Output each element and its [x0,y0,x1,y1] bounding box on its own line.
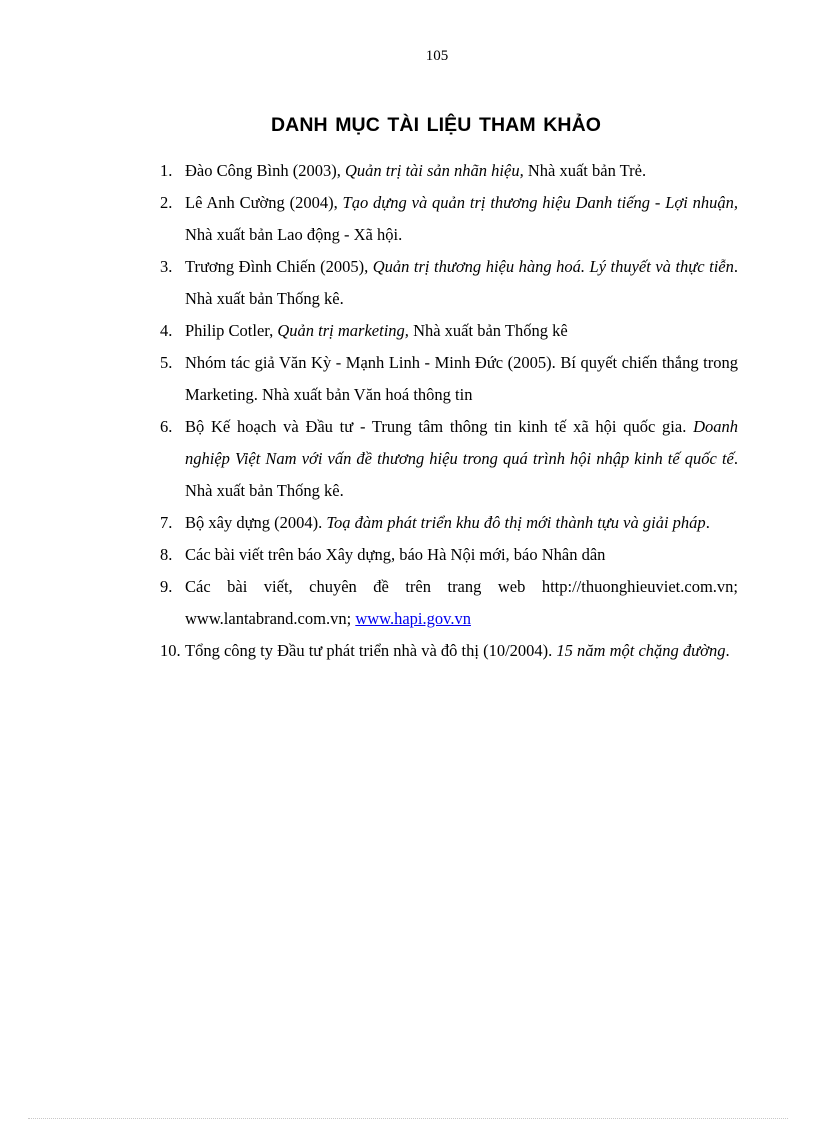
reference-item [160,635,738,667]
reference-text: Các bài viết, chuyên đề trên trang web http://thuonghieuviet.com.vn; www.lantabrand.com.vn; [185,577,738,628]
reference-item [160,347,738,411]
reference-item [160,411,738,507]
reference-number: 8. [160,545,173,564]
reference-item [160,507,738,539]
reference-publisher: Nhà xuất bản Thống kê [408,321,568,340]
reference-title: Toạ đàm phát triển khu đô thị mới thành tựu và giải pháp [326,513,706,532]
reference-publisher: . Nhà xuất bản Thống kê. [185,449,738,500]
reference-number: 5. [160,353,173,372]
hapi-website-link[interactable]: www.hapi.gov.vn [355,609,471,628]
reference-list [160,155,738,667]
reference-number: 2. [160,193,173,212]
reference-text: Các bài viết trên báo Xây dựng, báo Hà Nội mới, báo Nhân dân [185,545,606,564]
reference-publisher: . [725,641,730,660]
reference-number: 1. [160,161,173,180]
reference-text: Trương Đình Chiến (2005), [185,257,373,276]
reference-publisher: Nhà xuất bản Lao động - Xã hội. [185,225,403,244]
reference-number: 6. [160,417,173,436]
reference-text: Bộ xây dựng (2004). [185,513,327,532]
reference-title: 15 năm một chặng đường [556,641,726,660]
reference-text: Lê Anh Cường (2004), [185,193,343,212]
reference-publisher: Nhà xuất bản Trẻ. [523,161,647,180]
page-bottom-divider [28,1118,788,1119]
reference-item [160,571,738,635]
reference-item [160,251,738,315]
reference-publisher: . [705,513,710,532]
reference-item [160,155,738,187]
page-number: 105 [425,48,449,64]
reference-title: Quản trị marketing, [277,321,409,340]
reference-number: 3. [160,257,173,276]
reference-text: Bộ Kế hoạch và Đầu tư - Trung tâm thông tin kinh tế xã hội quốc gia. [185,417,694,436]
reference-item [160,539,738,571]
reference-number: 10. [160,641,181,660]
reference-text: Đào Công Bình (2003), [185,161,345,180]
reference-number: 4. [160,321,173,340]
reference-item [160,187,738,251]
reference-text: Philip Cotler, [185,321,278,340]
reference-title: Tạo dựng và quản trị thương hiệu Danh tiếng - Lợi nhuận, [342,193,738,212]
reference-number: 7. [160,513,173,532]
reference-text: Nhóm tác giả Văn Kỳ - Mạnh Linh - Minh Đức (2005). Bí quyết chiến thắng trong Marketing. Nhà xuất bản Văn hoá thông tin [185,353,738,404]
reference-title: Quản trị thương hiệu hàng hoá. Lý thuyết và thực tiễn [372,257,734,276]
reference-title: Quản trị tài sản nhãn hiệu, [344,161,524,180]
reference-publisher: . Nhà xuất bản Thống kê. [185,257,738,308]
reference-item [160,315,738,347]
reference-title: Doanh nghiệp Việt Nam với vấn đề thương hiệu trong quá trình hội nhập kinh tế quốc tế [185,417,738,468]
page-title: DANH MỤC TÀI LIỆU THAM KHẢO [270,114,602,136]
reference-text: Tổng công ty Đầu tư phát triển nhà và đô thị (10/2004). [185,641,557,660]
reference-number: 9. [160,577,173,596]
